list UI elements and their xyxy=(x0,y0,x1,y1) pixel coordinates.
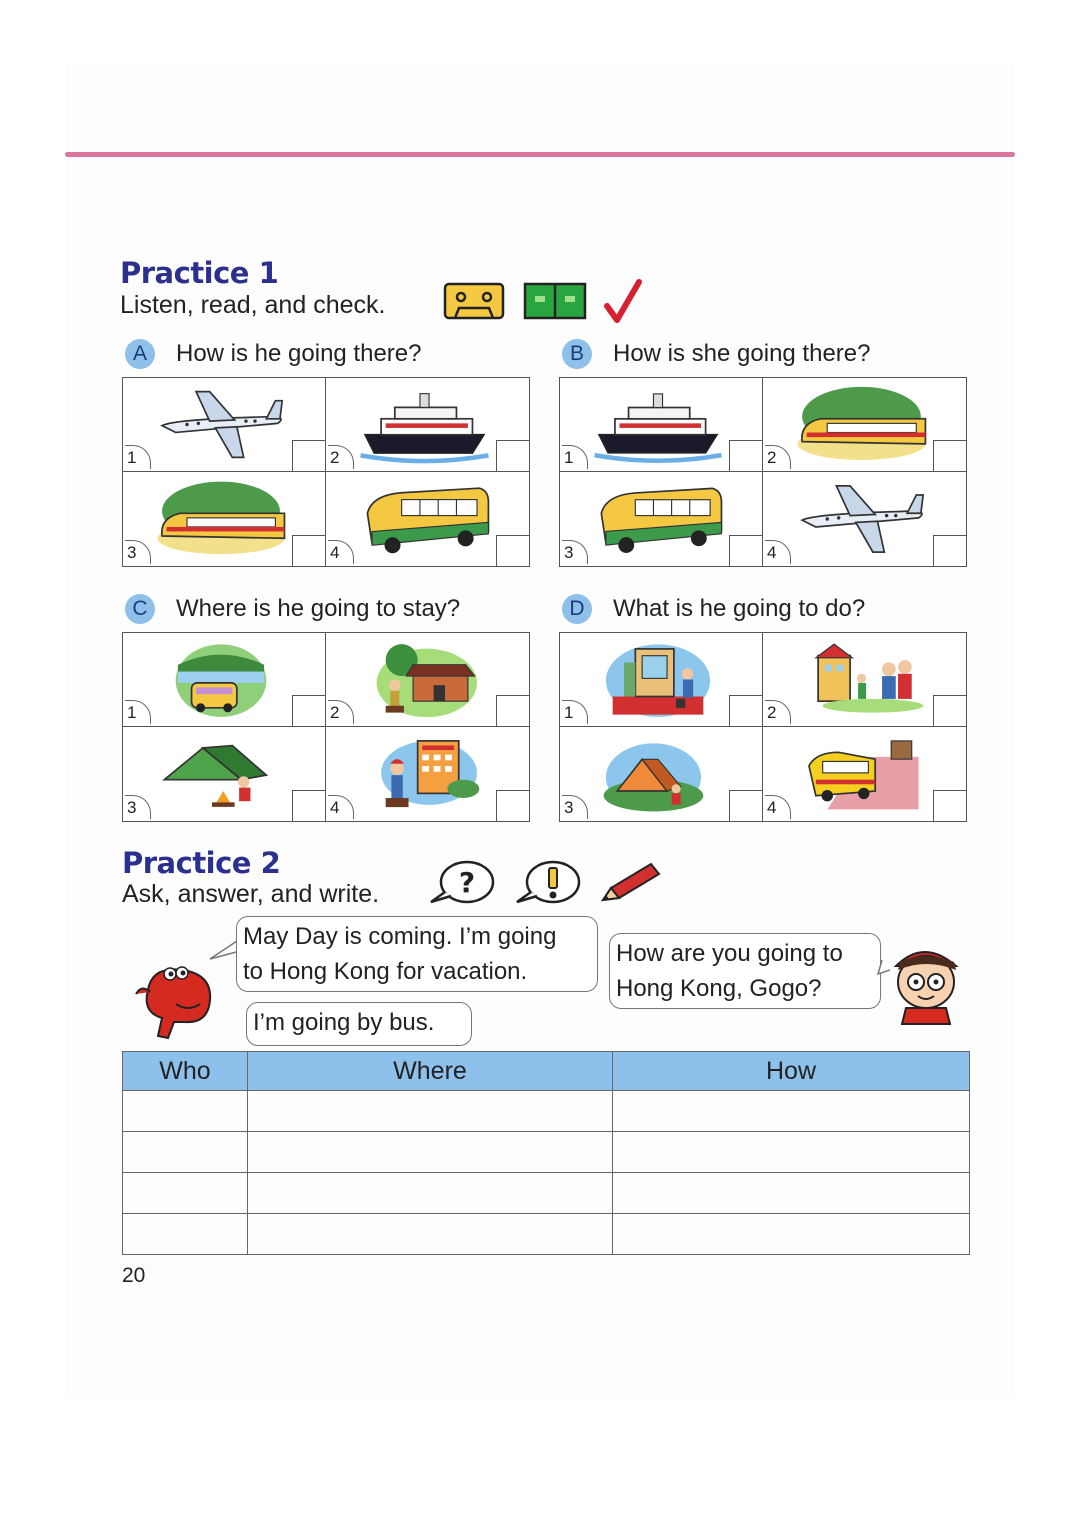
answer-checkbox[interactable] xyxy=(292,790,325,821)
table-cell[interactable] xyxy=(123,1173,248,1214)
answer-checkbox[interactable] xyxy=(933,790,966,821)
answer-table xyxy=(122,1051,970,1255)
table-cell[interactable] xyxy=(613,1214,970,1255)
option-visit-friends xyxy=(763,633,966,727)
answer-checkbox[interactable] xyxy=(933,440,966,471)
speech-bubble-vacation xyxy=(236,916,598,992)
section-c-question: Where is he going to stay? xyxy=(176,595,461,622)
option-train xyxy=(763,378,966,472)
decorative-rule xyxy=(65,152,1015,157)
boy-character xyxy=(876,940,966,1031)
table-cell[interactable] xyxy=(248,1091,613,1132)
option-number: 2 xyxy=(328,445,354,469)
answer-checkbox[interactable] xyxy=(729,535,762,566)
cassette-icon xyxy=(443,282,505,325)
option-number: 4 xyxy=(328,795,354,819)
section-c-badge: C xyxy=(125,594,155,624)
speech-bubble-bus: I’m going by bus. xyxy=(246,1002,472,1046)
table-row xyxy=(123,1091,970,1132)
section-a-grid xyxy=(122,377,530,567)
checkmark-icon xyxy=(603,278,643,329)
answer-checkbox[interactable] xyxy=(496,440,529,471)
bubble-line: Hong Kong, Gogo? xyxy=(616,975,822,1002)
answer-checkbox[interactable] xyxy=(292,535,325,566)
option-number: 2 xyxy=(328,700,354,724)
option-number: 3 xyxy=(125,540,151,564)
table-cell[interactable] xyxy=(123,1214,248,1255)
bubble-line: to Hong Kong for vacation. xyxy=(243,958,528,985)
table-row xyxy=(123,1173,970,1214)
bubble-line: How are you going to xyxy=(616,940,843,967)
option-number: 1 xyxy=(562,445,588,469)
section-c-grid xyxy=(122,632,530,822)
svg-text:?: ? xyxy=(458,866,476,899)
header-how: How xyxy=(613,1052,970,1091)
section-a-question: How is he going there? xyxy=(176,340,422,367)
option-number: 4 xyxy=(765,795,791,819)
header-who: Who xyxy=(123,1052,248,1091)
option-tent xyxy=(123,727,326,821)
section-d-badge: D xyxy=(562,594,592,624)
option-bus xyxy=(326,472,529,566)
section-a-badge: A xyxy=(125,339,155,369)
exclamation-bubble-icon xyxy=(513,858,583,915)
answer-checkbox[interactable] xyxy=(496,535,529,566)
answer-checkbox[interactable] xyxy=(933,535,966,566)
option-camper-van xyxy=(123,633,326,727)
option-train xyxy=(123,472,326,566)
table-row xyxy=(123,1132,970,1173)
option-number: 3 xyxy=(562,540,588,564)
pencil-icon xyxy=(597,860,663,911)
section-b-grid xyxy=(559,377,967,567)
option-airplane xyxy=(123,378,326,472)
section-b-question: How is she going there? xyxy=(613,340,871,367)
answer-checkbox[interactable] xyxy=(729,440,762,471)
table-cell[interactable] xyxy=(613,1091,970,1132)
practice2-title: Practice 2 xyxy=(122,846,281,880)
option-airplane xyxy=(763,472,966,566)
practice2-subtitle: Ask, answer, and write. xyxy=(122,880,380,908)
section-d-question: What is he going to do? xyxy=(613,595,866,622)
option-bus-trip xyxy=(763,727,966,821)
answer-checkbox[interactable] xyxy=(729,695,762,726)
option-number: 1 xyxy=(125,445,151,469)
option-hotel xyxy=(326,727,529,821)
table-cell[interactable] xyxy=(613,1173,970,1214)
bubble-line: May Day is coming. I’m going xyxy=(243,923,557,950)
option-ship xyxy=(560,378,763,472)
table-cell[interactable] xyxy=(613,1132,970,1173)
option-number: 3 xyxy=(562,795,588,819)
question-bubble-icon xyxy=(427,858,497,915)
option-number: 2 xyxy=(765,445,791,469)
practice1-subtitle: Listen, read, and check. xyxy=(120,291,386,319)
dinosaur-character xyxy=(128,960,220,1045)
option-camping xyxy=(560,727,763,821)
answer-checkbox[interactable] xyxy=(496,790,529,821)
section-b-badge: B xyxy=(562,339,592,369)
table-cell[interactable] xyxy=(248,1173,613,1214)
option-number: 4 xyxy=(765,540,791,564)
option-number: 2 xyxy=(765,700,791,724)
answer-checkbox[interactable] xyxy=(729,790,762,821)
practice1-title: Practice 1 xyxy=(120,256,279,290)
answer-checkbox[interactable] xyxy=(933,695,966,726)
table-cell[interactable] xyxy=(248,1132,613,1173)
table-cell[interactable] xyxy=(248,1214,613,1255)
section-d-grid xyxy=(559,632,967,822)
option-number: 3 xyxy=(125,795,151,819)
answer-checkbox[interactable] xyxy=(496,695,529,726)
answer-checkbox[interactable] xyxy=(292,695,325,726)
table-row xyxy=(123,1214,970,1255)
option-temple-visit xyxy=(560,633,763,727)
page-number: 20 xyxy=(122,1264,146,1287)
option-number: 1 xyxy=(562,700,588,724)
answer-checkbox[interactable] xyxy=(292,440,325,471)
option-house xyxy=(326,633,529,727)
option-ship xyxy=(326,378,529,472)
option-bus xyxy=(560,472,763,566)
table-cell[interactable] xyxy=(123,1132,248,1173)
book-icon xyxy=(523,282,587,325)
header-where: Where xyxy=(248,1052,613,1091)
table-cell[interactable] xyxy=(123,1091,248,1132)
option-number: 1 xyxy=(125,700,151,724)
speech-bubble-question xyxy=(609,933,881,1009)
option-number: 4 xyxy=(328,540,354,564)
